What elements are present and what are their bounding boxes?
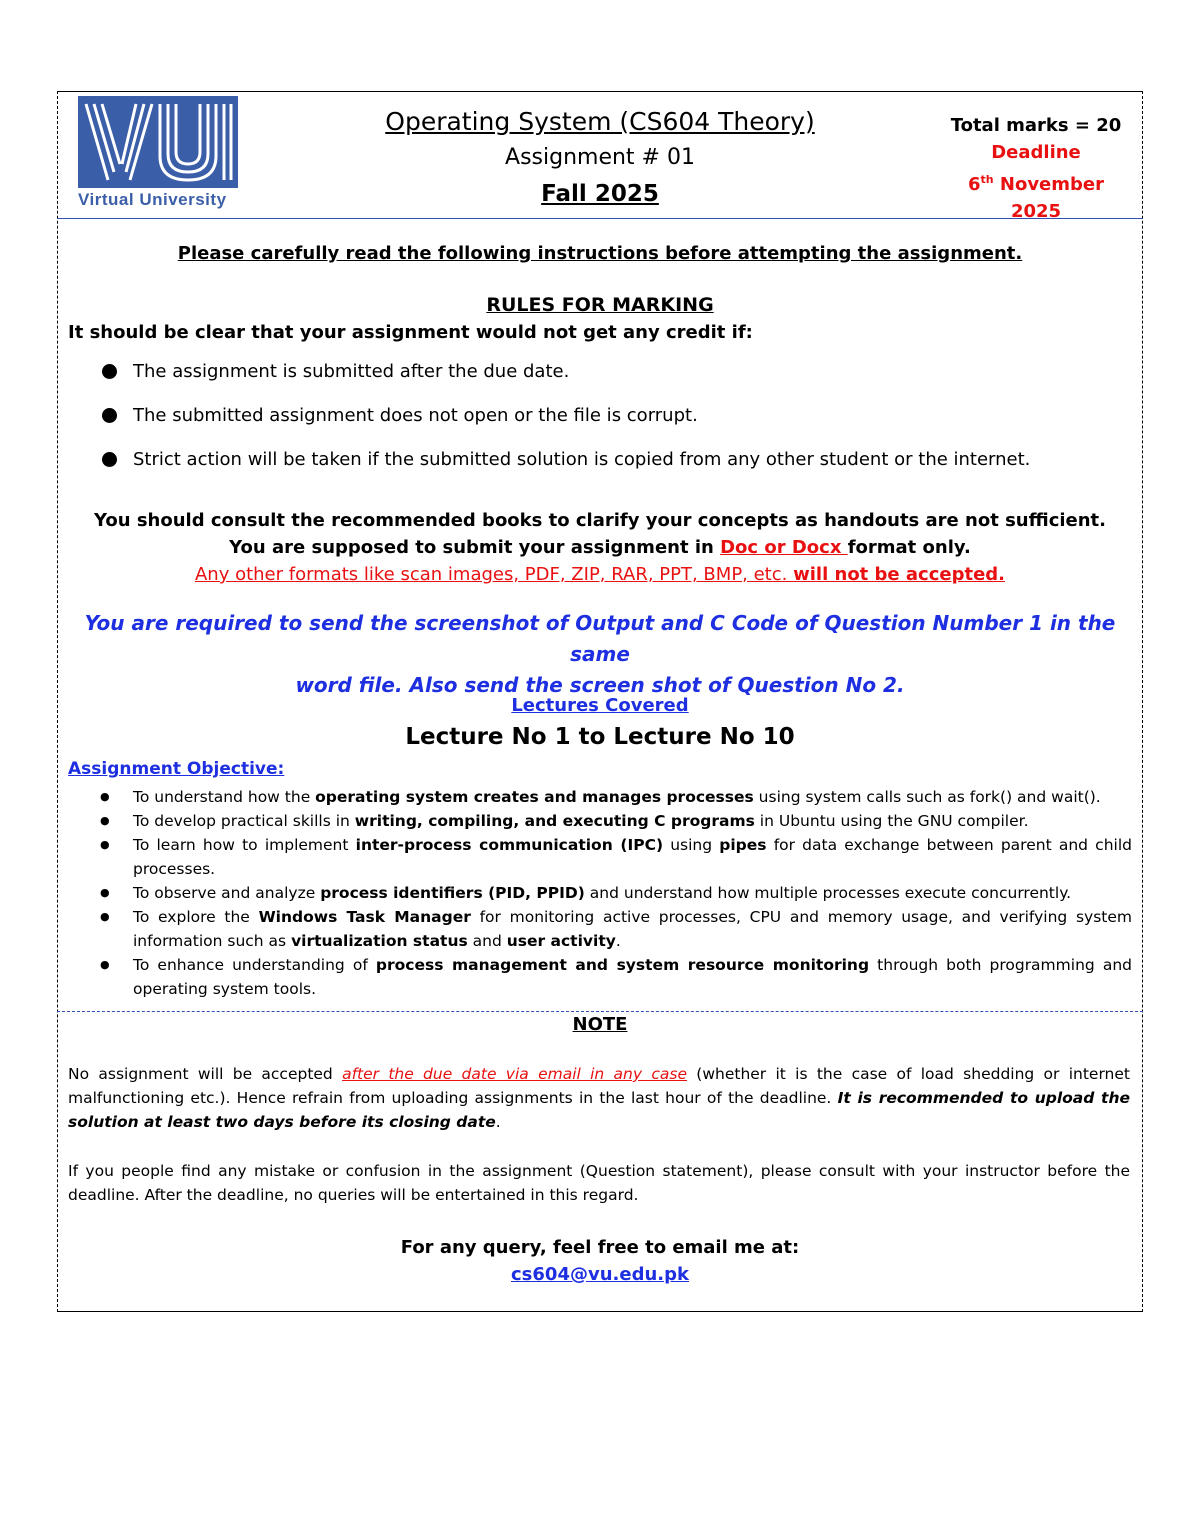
screenshot-requirement (80, 608, 1120, 701)
note-divider (57, 1011, 1143, 1012)
late-submission-warning: after the due date via email in any case (342, 1065, 687, 1083)
consult-line: You should consult the recommended books to clarify your concepts as handouts are not sufficient. (93, 510, 1106, 531)
rule-item (102, 361, 569, 382)
bullet-icon: ● (100, 814, 110, 827)
submit-post: format only. (847, 537, 971, 558)
objective-item (100, 953, 1132, 1001)
objective-item (100, 785, 1132, 809)
marks-block (940, 112, 1132, 225)
objective-item (100, 809, 1132, 833)
lectures-covered-heading: Lectures Covered (511, 695, 689, 716)
objective-text: To understand how the operating system creates and manages processes using system calls such as fork() and wait(). (133, 788, 1101, 806)
deadline-suffix: th (980, 173, 994, 186)
lectures-range: Lecture No 1 to Lecture No 10 (405, 724, 795, 750)
submit-pre: You are supposed to submit your assignment in (229, 537, 721, 558)
bullet-icon: ● (100, 790, 110, 803)
rule-item (102, 405, 698, 426)
objective-heading: Assignment Objective: (68, 759, 285, 779)
rules-intro: It should be clear that your assignment would not get any credit if: (68, 322, 753, 343)
bullet-icon (102, 452, 117, 467)
bullet-icon: ● (100, 838, 110, 851)
rule-item (102, 449, 1030, 470)
bullet-icon: ● (100, 910, 110, 923)
vu-logo-mark (78, 96, 238, 188)
submit-format-line (60, 534, 1140, 561)
rule-text: The assignment is submitted after the due date. (133, 361, 570, 382)
rules-heading: RULES FOR MARKING (486, 294, 714, 316)
objective-text: To explore the Windows Task Manager for monitoring active processes, CPU and memory usage, and verifying system information such as virtualization status and user activity. (133, 908, 1132, 950)
bullet-icon (102, 364, 117, 379)
instructions-heading: Please carefully read the following instructions before attempting the assignment. (177, 243, 1023, 264)
query-line: For any query, feel free to email me at: (400, 1237, 800, 1258)
upload-recommendation: It is recommended to upload the solution at least two days before its closing date (68, 1089, 1130, 1131)
deadline-month-year: November 2025 (993, 174, 1104, 222)
query-block (60, 1234, 1140, 1288)
other-formats-line (60, 561, 1140, 588)
objective-item (100, 905, 1132, 953)
note-heading: NOTE (572, 1014, 628, 1035)
submit-format: Doc or Docx (720, 537, 848, 558)
frame-top-border (57, 91, 1143, 92)
assignment-number: Assignment # 01 (505, 145, 695, 170)
screenshot-line-2: word file. Also send the screen shot of Question No 2. (295, 673, 905, 697)
objective-item (100, 833, 1132, 881)
note-paragraph-late: No assignment will be accepted after the due date via email in any case (whether it is the case of load shedding or internet malfunctioning etc.). Hence refrain from uploading assignments in the last hour of the deadline. It is recommended to upload the solution at least two days before its closing date. (68, 1065, 1130, 1131)
note-paragraph-mistakes: If you people find any mistake or confusion in the assignment (Question statement), please consult with your instructor before the deadline. After the deadline, no queries will be entertained in this regard. (68, 1162, 1130, 1204)
frame-right-border (1142, 91, 1143, 1312)
objective-text: To enhance understanding of process management and system resource monitoring through both programming and operating system tools. (133, 956, 1132, 998)
consult-block (60, 507, 1140, 588)
deadline-date (940, 166, 1132, 225)
term: Fall 2025 (541, 181, 659, 207)
course-title: Operating System (CS604 Theory) (385, 107, 815, 136)
not-accepted: will not be accepted. (793, 564, 1006, 585)
objective-text: To develop practical skills in writing, compiling, and executing C programs in Ubuntu using the GNU compiler. (133, 812, 1029, 830)
bullet-icon: ● (100, 958, 110, 971)
deadline-label: Deadline (991, 142, 1081, 163)
rule-text: Strict action will be taken if the submitted solution is copied from any other student or the internet. (133, 449, 1031, 470)
title-block (330, 104, 870, 212)
deadline-day: 6 (968, 174, 981, 195)
contact-email-link[interactable]: cs604@vu.edu.pk (511, 1264, 689, 1285)
bullet-icon (102, 408, 117, 423)
screenshot-line-1: You are required to send the screenshot of Output and C Code of Question Number 1 in the same (84, 611, 1116, 666)
total-marks: Total marks = 20 (950, 115, 1122, 136)
objective-item (100, 881, 1132, 905)
rule-text: The submitted assignment does not open or the file is corrupt. (133, 405, 698, 426)
bullet-icon: ● (100, 886, 110, 899)
other-formats: Any other formats like scan images, PDF, ZIP, RAR, PPT, BMP, etc. (194, 564, 794, 585)
vu-logo (68, 96, 240, 214)
frame-bottom-border (57, 1311, 1143, 1312)
vu-logo-text: Virtual University (78, 190, 227, 209)
objective-text: To observe and analyze process identifiers (PID, PPID) and understand how multiple processes execute concurrently. (133, 884, 1072, 902)
frame-left-border (57, 91, 58, 1312)
objective-text: To learn how to implement inter-process communication (IPC) using pipes for data exchange between parent and child processes. (133, 836, 1132, 878)
